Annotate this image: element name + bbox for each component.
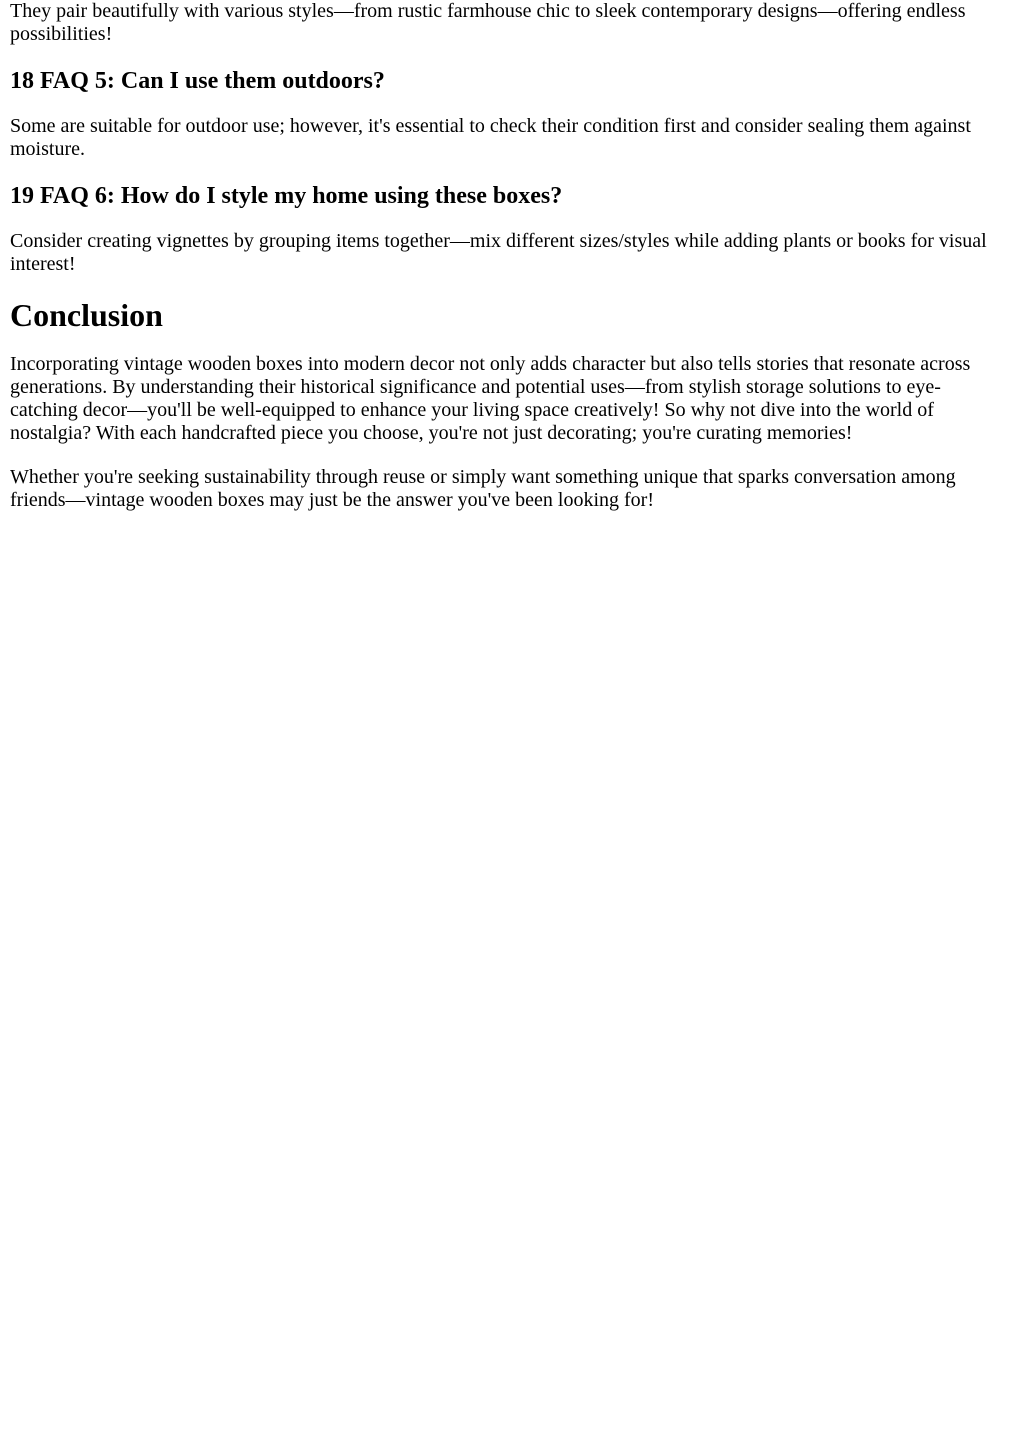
conclusion-paragraph-2: Whether you're seeking sustainability through reuse or simply want something unique that sparks conversation among friends—vintage wooden boxes may just be the answer you've been looking for! bbox=[10, 466, 956, 511]
conclusion-paragraph-1: Incorporating vintage wooden boxes into modern decor not only adds character but also tells stories that resonate across generations. By understanding their historical significance and potential uses—from stylish storage solutions to eye-catching decor—you'll be well-equipped to enhance your living space creatively! So why not dive into the world of nostalgia? With each handcrafted piece you choose, you're not just decorating; you're curating memories! bbox=[10, 353, 971, 444]
faq-5 bbox=[10, 67, 1004, 161]
intro-paragraph: They pair beautifully with various styles—from rustic farmhouse chic to sleek contemporary designs—offering endless possibilities! bbox=[10, 0, 966, 45]
faq-6-heading: 19 FAQ 6: How do I style my home using these boxes? bbox=[10, 183, 563, 209]
faq-5-heading: 18 FAQ 5: Can I use them outdoors? bbox=[10, 68, 385, 94]
article-page bbox=[0, 0, 1024, 512]
faq-6-answer: Consider creating vignettes by grouping items together—mix different sizes/styles while adding plants or books for visual interest! bbox=[10, 230, 987, 275]
faq-5-answer: Some are suitable for outdoor use; however, it's essential to check their condition first and consider sealing them against moisture. bbox=[10, 115, 971, 160]
conclusion-heading: Conclusion bbox=[10, 297, 163, 333]
conclusion-section bbox=[10, 297, 1004, 512]
faq-6 bbox=[10, 182, 1004, 276]
